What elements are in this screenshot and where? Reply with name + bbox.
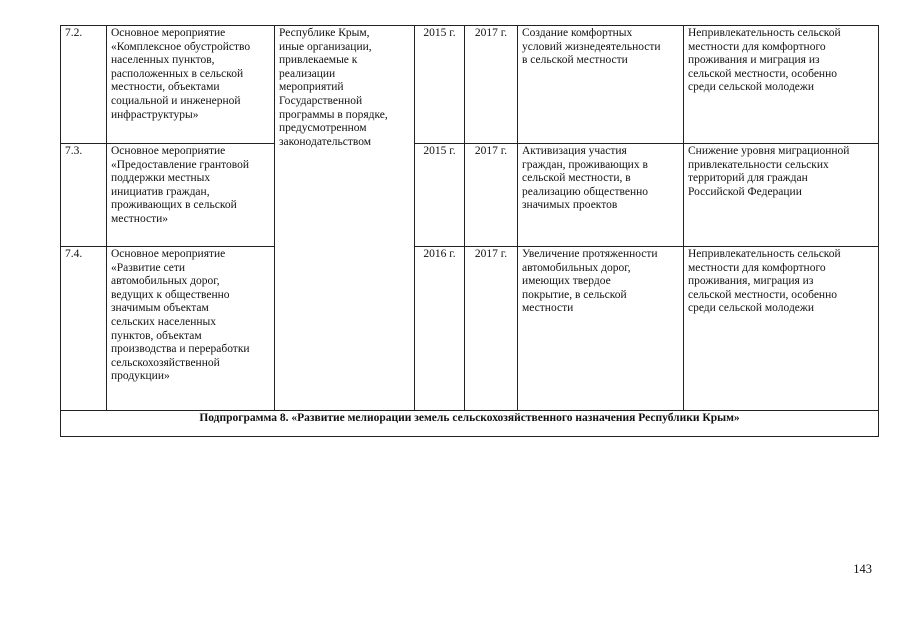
start-year-cell [415, 247, 465, 411]
measure-name: Основное мероприятие «Комплексное обустройство населенных пунктов, расположенных в сельской местности, объектами социальной и инженерной инфраструктуры» [111, 27, 251, 121]
expected-result: Создание комфортных условий жизнедеятельности в сельской местности [522, 27, 661, 67]
end-year-cell [465, 26, 518, 144]
start-year-cell [415, 26, 465, 144]
table-row [61, 144, 879, 247]
non-implementation-consequence: Снижение уровня миграционной привлекательности сельских территорий для граждан Российской Федерации [688, 145, 850, 198]
row-number-cell [61, 144, 107, 247]
result-cell [518, 26, 684, 144]
measure-cell [107, 26, 275, 144]
consequence-cell [684, 144, 879, 247]
start-year: 2015 г. [423, 27, 456, 39]
end-year: 2017 г. [474, 248, 508, 260]
start-year-cell [415, 144, 465, 247]
expected-result: Увеличение протяженности автомобильных дорог, имеющих твердое покрытие, в сельской местности [522, 248, 658, 315]
executor-text: Республике Крым, иные организации, привлекаемые к реализации мероприятий Государственной программы в порядке, предусмотренном законодательством [279, 27, 388, 148]
consequence-cell [684, 247, 879, 411]
expected-result: Активизация участия граждан, проживающих в сельской местности, в реализацию общественно значимых проектов [522, 145, 649, 212]
measure-name: Основное мероприятие «Предоставление грантовой поддержки местных инициатив граждан, проживающих в сельской местности» [111, 145, 250, 225]
non-implementation-consequence: Непривлекательность сельской местности для комфортного проживания, миграция из сельской местности, особенно среди сельской молодежи [688, 248, 841, 315]
end-year-cell [465, 144, 518, 247]
result-cell [518, 144, 684, 247]
measure-cell [107, 247, 275, 411]
row-number: 7.2. [65, 27, 83, 39]
consequence-cell [684, 26, 879, 144]
end-year-cell [465, 247, 518, 411]
measure-cell [107, 144, 275, 247]
end-year: 2017 г. [474, 27, 508, 39]
start-year: 2016 г. [423, 248, 456, 260]
measure-name: Основное мероприятие «Развитие сети автомобильных дорог, ведущих к общественно значимым объектам сельских населенных пунктов, объектам производства и переработки сельскохозяйственной продукции» [111, 248, 250, 383]
row-number: 7.4. [65, 248, 83, 260]
row-number-cell [61, 247, 107, 411]
program-activities-table [60, 25, 879, 437]
result-cell [518, 247, 684, 411]
row-number: 7.3. [65, 145, 83, 157]
table-row [61, 26, 879, 144]
executor-cell [275, 26, 415, 411]
start-year: 2015 г. [423, 145, 456, 157]
page-number: 143 [853, 562, 872, 576]
non-implementation-consequence: Непривлекательность сельской местности для комфортного проживания и миграция из сельской местности, особенно среди сельской молодежи [688, 27, 841, 94]
end-year: 2017 г. [474, 145, 508, 157]
subprogram-row [61, 411, 879, 437]
row-number-cell [61, 26, 107, 144]
subprogram-title: Подпрограмма 8. «Развитие мелиорации земель сельскохозяйственного назначения Республики Крым» [61, 411, 879, 437]
table-row [61, 247, 879, 411]
